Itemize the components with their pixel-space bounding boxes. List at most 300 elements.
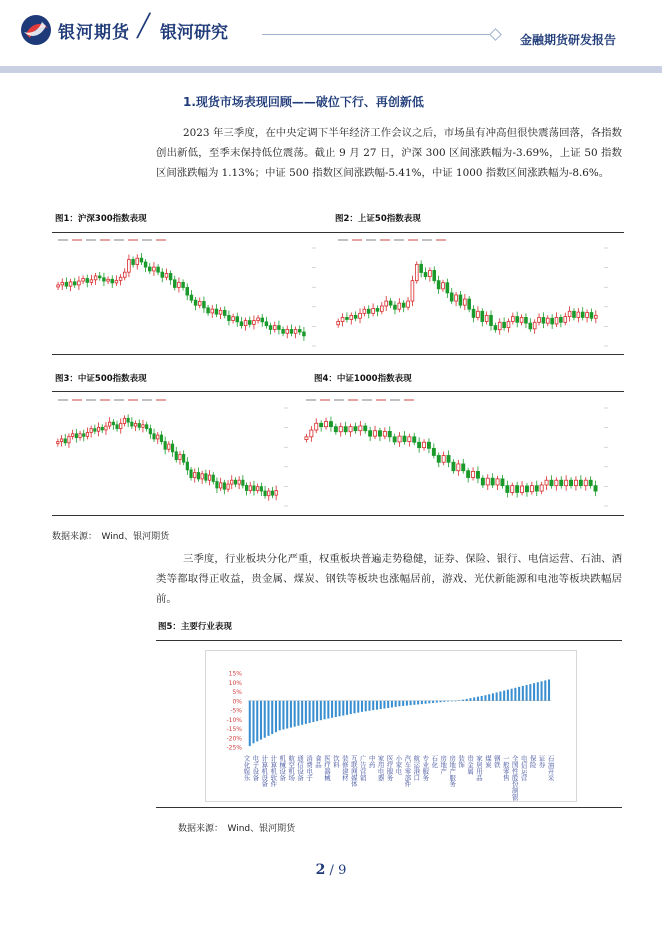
industry-bar	[320, 701, 322, 720]
category-label: 煤炭	[483, 755, 492, 768]
category-label: 装饰	[457, 755, 466, 768]
industry-chart-frame	[205, 650, 577, 802]
candle-body	[424, 273, 427, 277]
industry-bar	[249, 701, 251, 746]
candle-body	[136, 258, 139, 264]
candle-body	[215, 309, 218, 314]
candle-body	[398, 436, 401, 442]
candle-body	[354, 315, 357, 318]
candle-body	[589, 480, 592, 485]
candle-body	[79, 434, 81, 438]
candle-body	[520, 486, 523, 492]
candle-body	[248, 321, 251, 325]
industry-bar	[387, 701, 389, 708]
candle-body	[471, 471, 474, 477]
candle-body	[459, 295, 462, 305]
zz500-candlestick-chart	[52, 396, 302, 512]
candle-body	[145, 425, 147, 429]
industry-bar	[492, 693, 494, 700]
candle-body	[261, 318, 264, 322]
candle-body	[182, 282, 185, 287]
candle-body	[324, 422, 327, 427]
industry-bar	[286, 701, 288, 729]
y-tick-label: -5%	[230, 707, 242, 715]
candle-body	[157, 267, 160, 272]
candle-body	[161, 272, 164, 277]
legend-swatch	[306, 399, 316, 401]
candle-body	[253, 486, 255, 491]
industry-bar	[477, 697, 479, 701]
y-tick-label: -25%	[226, 744, 242, 752]
candle-body	[198, 301, 201, 305]
candle-body	[364, 426, 367, 431]
candle-body	[455, 295, 458, 301]
legend-swatch	[86, 399, 96, 401]
category-label: 电信运营	[519, 755, 528, 781]
candle-body	[232, 317, 235, 321]
candle-body	[349, 427, 352, 432]
industry-bar	[511, 689, 513, 701]
figure-2-caption: 图2：上证50指数表现	[335, 214, 421, 224]
candle-body	[346, 317, 349, 319]
candle-body	[452, 462, 455, 470]
candle-body	[290, 329, 293, 333]
industry-bar	[443, 701, 445, 702]
legend-swatch	[334, 399, 344, 401]
category-label: 机械设备	[278, 755, 287, 781]
candle-body	[530, 486, 533, 492]
industry-bar	[428, 701, 430, 704]
industry-bar	[481, 696, 483, 701]
candle-body	[383, 431, 386, 436]
legend-swatch	[362, 399, 372, 401]
candle-body	[376, 308, 379, 311]
candle-body	[205, 474, 207, 480]
category-label: 家居用品	[474, 755, 483, 781]
candle-body	[182, 454, 184, 462]
candle-body	[86, 279, 89, 283]
legend-swatch	[72, 399, 82, 401]
candle-body	[103, 278, 106, 281]
legend-swatch	[338, 239, 348, 241]
legend-swatch	[390, 399, 400, 401]
candle-body	[359, 426, 362, 431]
industry-bar	[301, 701, 303, 725]
candle-body	[477, 311, 480, 317]
candle-body	[450, 293, 453, 301]
industry-bar	[357, 701, 359, 713]
candle-body	[207, 308, 210, 313]
candle-body	[186, 287, 189, 295]
candle-body	[394, 305, 397, 309]
figure-mid-rule	[52, 354, 624, 355]
candle-body	[428, 270, 431, 276]
candle-body	[194, 300, 197, 305]
industry-bar	[391, 701, 393, 708]
candle-body	[481, 311, 484, 321]
candle-body	[128, 259, 131, 272]
y-tick-label: -15%	[226, 726, 242, 733]
candle-body	[516, 486, 519, 493]
figure-bottom-rule	[52, 515, 624, 516]
candle-body	[142, 425, 144, 428]
candle-body	[363, 309, 366, 313]
yinhe-logo-icon	[20, 14, 52, 46]
candle-body	[273, 326, 276, 330]
candle-body	[271, 491, 273, 495]
candle-body	[64, 439, 66, 443]
candle-body	[545, 480, 548, 485]
candle-body	[584, 480, 587, 485]
category-label: 食品	[314, 755, 323, 768]
candle-body	[564, 317, 567, 323]
industry-bar	[383, 701, 385, 709]
candle-body	[560, 480, 563, 485]
candle-body	[457, 464, 460, 471]
figure-5-caption: 图5：主要行业表现	[158, 622, 232, 632]
sz50-candlestick-chart	[332, 236, 622, 352]
industry-bar	[425, 701, 427, 704]
category-label: 全国性股份制银行	[510, 755, 519, 801]
data-source-2: 数据来源： Wind、银河期货	[178, 824, 296, 834]
candle-body	[94, 276, 97, 280]
candle-body	[173, 280, 176, 288]
legend-swatch	[156, 399, 166, 401]
candle-body	[123, 418, 125, 423]
candle-body	[310, 430, 313, 437]
industry-bar	[335, 701, 337, 717]
category-label: 计算机设备	[260, 755, 269, 787]
figure-top-rule	[52, 232, 624, 233]
industry-bar	[451, 701, 453, 702]
candle-body	[481, 478, 484, 485]
paragraph-sector-review: 三季度，行业板块分化严重，权重板块普遍走势稳健，证券、保险、银行、电信运营、石油、酒类等都取得正收益，贵金属、煤炭、钢铁等板块也涨幅居前，游戏、光伏新能源和电池等板块跌幅居前。	[156, 553, 622, 605]
candle-body	[535, 486, 538, 491]
candle-body	[138, 423, 140, 427]
candle-body	[555, 480, 558, 485]
industry-bar	[297, 701, 299, 726]
industry-bar	[290, 701, 292, 728]
candle-body	[197, 472, 199, 478]
candle-body	[119, 277, 122, 280]
candle-body	[201, 474, 203, 479]
candle-body	[437, 455, 440, 462]
page-total: 9	[338, 863, 347, 878]
candle-body	[555, 317, 558, 324]
candle-body	[511, 486, 514, 493]
candle-body	[369, 431, 372, 436]
industry-bar	[544, 680, 546, 700]
candle-body	[407, 301, 410, 307]
diamond-icon	[489, 28, 502, 41]
candle-body	[134, 423, 136, 426]
candle-body	[339, 427, 342, 432]
candle-body	[594, 315, 597, 318]
candle-body	[268, 491, 270, 496]
industry-bar	[514, 688, 516, 701]
category-label: 广告营销	[358, 755, 367, 781]
candle-body	[90, 429, 92, 433]
candle-body	[427, 442, 430, 448]
candle-body	[546, 318, 549, 323]
category-label: 电子设备	[251, 755, 260, 781]
industry-bar	[309, 701, 311, 723]
candle-body	[78, 281, 81, 285]
candle-body	[303, 332, 306, 336]
candle-body	[69, 282, 72, 286]
candle-body	[149, 429, 151, 434]
industry-bar	[440, 701, 442, 702]
candle-body	[73, 282, 76, 285]
industry-bar	[353, 701, 355, 714]
candle-body	[437, 281, 440, 289]
industry-bar	[279, 701, 281, 731]
legend-swatch	[404, 399, 414, 401]
industry-bar	[252, 701, 254, 744]
page-separator: /	[325, 863, 339, 878]
candle-body	[388, 431, 391, 436]
industry-bar	[260, 701, 262, 740]
candle-body	[171, 444, 173, 452]
legend-swatch	[128, 399, 138, 401]
industry-bar	[380, 701, 382, 709]
candle-body	[393, 437, 396, 442]
category-label: 互联网媒体	[349, 755, 358, 787]
industry-bar	[421, 701, 423, 704]
header-divider	[262, 34, 494, 35]
candle-body	[60, 439, 62, 442]
candle-body	[294, 329, 297, 333]
candle-body	[402, 303, 405, 307]
candle-body	[344, 427, 347, 432]
candle-body	[559, 317, 562, 322]
candle-body	[442, 455, 445, 462]
brand-name: 银河期货	[58, 23, 130, 43]
industry-bar	[395, 701, 397, 707]
industry-bar	[365, 701, 367, 712]
category-label: 贵金属	[466, 755, 475, 775]
industry-bar	[339, 701, 341, 717]
category-label: 装修建材	[340, 755, 349, 781]
page-number	[0, 862, 662, 878]
industry-bar	[496, 692, 498, 700]
figure-5-top-rule	[156, 640, 622, 641]
candle-body	[190, 295, 193, 300]
industry-bar	[436, 701, 438, 703]
industry-bar	[267, 701, 269, 736]
industry-bar	[312, 701, 314, 722]
category-label: 医疗服务	[385, 755, 394, 781]
candle-body	[98, 276, 101, 278]
candle-body	[256, 487, 258, 491]
legend-swatch	[408, 239, 418, 241]
legend-swatch	[114, 399, 124, 401]
candle-body	[144, 262, 147, 267]
industry-bar	[346, 701, 348, 715]
industry-bar	[282, 701, 284, 730]
industry-bar	[294, 701, 296, 727]
candle-body	[242, 480, 244, 485]
candle-body	[140, 258, 143, 262]
legend-swatch	[394, 239, 404, 241]
candle-body	[550, 480, 553, 485]
candle-body	[542, 317, 545, 323]
candle-body	[179, 454, 181, 459]
category-label: 石油开采	[546, 755, 555, 781]
legend-swatch	[376, 399, 386, 401]
industry-bar	[526, 685, 528, 701]
candle-body	[240, 322, 243, 326]
y-tick-label: 0%	[232, 698, 242, 706]
page-current: 2	[315, 862, 326, 878]
candle-body	[411, 281, 414, 301]
candle-body	[320, 423, 323, 426]
candle-body	[123, 272, 126, 277]
candle-body	[472, 309, 475, 317]
section-title: 1.现货市场表现回顾——破位下行、再创新低	[183, 95, 424, 109]
candle-body	[175, 452, 177, 460]
industry-bar	[447, 701, 449, 702]
industry-bar	[275, 701, 277, 732]
candle-body	[82, 279, 85, 282]
candle-body	[485, 315, 488, 321]
legend-swatch	[100, 239, 110, 241]
industry-bar	[406, 701, 408, 706]
candle-body	[94, 429, 96, 432]
candle-body	[57, 285, 60, 287]
candle-body	[408, 437, 411, 442]
candle-body	[446, 283, 449, 293]
industry-bar	[529, 684, 531, 701]
industry-bar	[327, 701, 329, 719]
candle-body	[569, 480, 572, 485]
candle-body	[194, 472, 196, 477]
category-label: 小家电	[394, 755, 403, 775]
candle-body	[244, 321, 247, 326]
candle-body	[169, 273, 172, 279]
candle-body	[83, 434, 85, 437]
legend-swatch	[422, 239, 432, 241]
candle-body	[538, 317, 541, 322]
candle-body	[231, 480, 233, 484]
candle-body	[71, 434, 73, 437]
candle-body	[442, 283, 445, 289]
brand-sub: 银河研究	[160, 23, 228, 43]
candle-body	[329, 422, 332, 427]
report-type: 金融期货研发报告	[519, 33, 616, 47]
candle-body	[236, 317, 239, 322]
candle-body	[359, 313, 362, 318]
legend-swatch	[320, 399, 330, 401]
data-source-1: 数据来源： Wind、银河期货	[52, 532, 170, 542]
candle-body	[586, 313, 589, 318]
industry-bar	[499, 692, 501, 701]
candle-body	[153, 434, 155, 439]
candle-body	[75, 434, 77, 438]
industry-bar	[454, 701, 456, 702]
legend-swatch	[352, 239, 362, 241]
category-label: 医疗器械	[322, 755, 331, 781]
candle-body	[223, 483, 225, 489]
candle-body	[216, 482, 218, 488]
candle-body	[540, 485, 543, 491]
candle-body	[68, 436, 70, 442]
candle-body	[389, 301, 392, 305]
candle-body	[501, 479, 504, 486]
candle-body	[468, 299, 471, 309]
industry-bar	[402, 701, 404, 706]
zz1000-candlestick-chart	[300, 396, 622, 512]
candle-body	[249, 486, 251, 491]
industry-bar-chart	[206, 651, 576, 801]
industry-bar	[503, 691, 505, 701]
legend-swatch	[100, 399, 110, 401]
candle-body	[422, 442, 425, 447]
industry-bar	[473, 697, 475, 700]
candle-body	[165, 273, 168, 277]
candle-body	[111, 279, 114, 283]
figure-3-caption: 图3：中证500指数表现	[55, 374, 147, 384]
industry-bar	[331, 701, 333, 718]
candle-body	[157, 435, 159, 439]
legend-swatch	[380, 239, 390, 241]
candle-body	[565, 480, 568, 485]
candle-body	[525, 486, 528, 492]
candle-body	[105, 426, 107, 430]
category-label: 专业服务	[421, 755, 430, 781]
legend-swatch	[142, 399, 152, 401]
candle-body	[398, 303, 401, 309]
candle-body	[573, 311, 576, 317]
candle-body	[186, 462, 188, 470]
candle-body	[112, 422, 114, 425]
industry-bar	[484, 695, 486, 701]
candle-body	[120, 423, 122, 428]
candle-body	[498, 322, 501, 329]
y-tick-label: 5%	[232, 689, 242, 696]
candle-body	[131, 422, 133, 426]
industry-bar	[458, 700, 460, 701]
industry-bar	[533, 683, 535, 701]
figure-5-bottom-rule	[156, 807, 622, 808]
category-label: 消费电子	[305, 755, 314, 781]
candle-body	[494, 326, 497, 330]
candle-body	[574, 480, 577, 485]
category-label: 文化娱乐	[242, 755, 251, 781]
category-label: 航空机场	[287, 755, 296, 781]
industry-bar	[410, 701, 412, 705]
header-bar	[0, 66, 662, 73]
industry-bar	[305, 701, 307, 724]
candle-body	[65, 282, 68, 286]
candle-body	[208, 475, 210, 480]
candle-body	[178, 282, 181, 287]
legend-swatch	[72, 239, 82, 241]
candle-body	[337, 322, 340, 325]
industry-bar	[541, 681, 543, 700]
industry-bar	[324, 701, 326, 720]
figure-4-caption: 图4：中证1000指数表现	[314, 374, 412, 384]
candle-body	[264, 491, 266, 496]
candle-body	[420, 264, 423, 272]
industry-bar	[361, 701, 363, 712]
candle-body	[127, 418, 129, 422]
category-label: 石化	[430, 755, 439, 768]
candle-body	[354, 427, 357, 431]
brand-slash: ╱	[137, 14, 151, 39]
category-label: 一般零售	[501, 755, 510, 781]
industry-bar	[350, 701, 352, 714]
